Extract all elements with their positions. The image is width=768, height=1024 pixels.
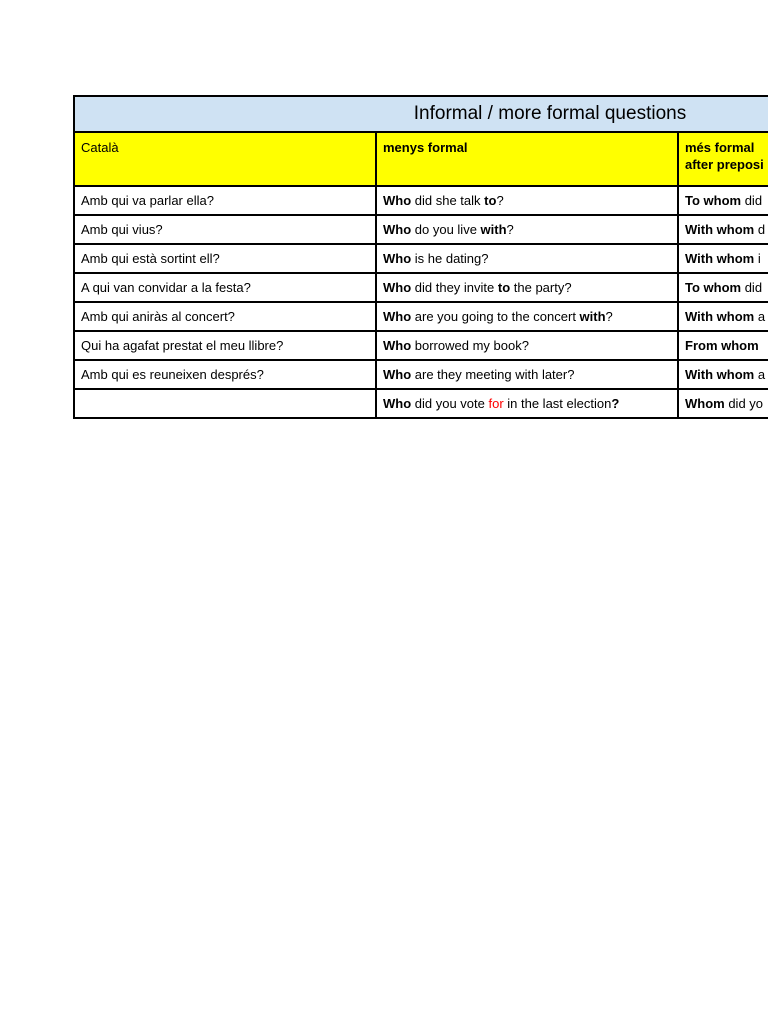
cell-text-segment: a (754, 309, 766, 324)
cell-formal[interactable] (678, 302, 768, 331)
cell-informal[interactable] (376, 215, 678, 244)
cell-catalan[interactable] (74, 389, 376, 418)
cell-text-segment: To whom (685, 193, 742, 208)
cell-text-segment: Who (383, 251, 412, 266)
cell-text-segment: did you vote (411, 396, 489, 411)
cell-informal[interactable] (376, 186, 678, 215)
cell-text-segment: Who (383, 280, 412, 295)
cell-formal[interactable] (678, 244, 768, 273)
cell-informal[interactable] (376, 273, 678, 302)
cell-formal[interactable] (678, 273, 768, 302)
header-informal[interactable]: menys formal (376, 132, 678, 186)
cell-informal[interactable] (376, 302, 678, 331)
table-row (74, 331, 768, 360)
header-formal-line2: after preposi (685, 157, 764, 172)
header-row (74, 132, 768, 186)
cell-text-segment: Who (383, 396, 412, 411)
cell-text-segment: did they invite (411, 280, 498, 295)
cell-text-segment: With whom (685, 367, 755, 382)
cell-text-segment: i (754, 251, 761, 266)
table-row (74, 389, 768, 418)
cell-catalan[interactable]: Amb qui aniràs al concert? (74, 302, 376, 331)
cell-text-segment: did (741, 280, 763, 295)
cell-text-segment: ? (605, 309, 613, 324)
questions-table (73, 95, 768, 419)
cell-catalan[interactable]: Amb qui vius? (74, 215, 376, 244)
cell-text-segment: to (497, 280, 511, 295)
cell-informal[interactable] (376, 331, 678, 360)
cell-text-segment: ? (611, 396, 620, 411)
cell-formal[interactable] (678, 215, 768, 244)
cell-text-segment: From whom (685, 338, 759, 353)
cell-text-segment: With whom (685, 309, 755, 324)
cell-text-segment: With whom (685, 222, 755, 237)
cell-text-segment: With whom (685, 251, 755, 266)
cell-text-segment: Who (383, 338, 412, 353)
cell-text-segment: Who (383, 193, 412, 208)
cell-text-segment: borrowed my book? (411, 338, 529, 353)
cell-text-segment: the party? (510, 280, 572, 295)
cell-text-segment: did yo (724, 396, 764, 411)
table-row (74, 273, 768, 302)
table-row (74, 244, 768, 273)
cell-informal[interactable] (376, 389, 678, 418)
table-title-cell[interactable] (74, 96, 768, 132)
header-catalan[interactable]: Català (74, 132, 376, 186)
cell-catalan[interactable]: Amb qui va parlar ella? (74, 186, 376, 215)
table-title: Informal / more formal questions (413, 103, 687, 124)
cell-text-segment: Who (383, 309, 412, 324)
cell-text-segment: is he dating? (411, 251, 489, 266)
cell-text-segment: with (579, 309, 606, 324)
cell-text-segment: do you live (411, 222, 481, 237)
cell-text-segment: did (741, 193, 763, 208)
cell-formal[interactable] (678, 360, 768, 389)
cell-text-segment: a (754, 367, 766, 382)
cell-text-segment: Who (383, 367, 412, 382)
cell-text-segment: in the last election (503, 396, 612, 411)
cell-text-segment: ? (496, 193, 504, 208)
cell-catalan[interactable]: A qui van convidar a la festa? (74, 273, 376, 302)
cell-formal[interactable] (678, 186, 768, 215)
table-row (74, 302, 768, 331)
table-row (74, 215, 768, 244)
cell-catalan[interactable]: Qui ha agafat prestat el meu llibre? (74, 331, 376, 360)
cell-informal[interactable] (376, 244, 678, 273)
cell-text-segment: did she talk (411, 193, 485, 208)
cell-formal[interactable] (678, 389, 768, 418)
header-formal-line1: més formal (685, 140, 755, 155)
cell-text-segment: ? (506, 222, 514, 237)
cell-text-segment: Who (383, 222, 412, 237)
table-row (74, 186, 768, 215)
cell-text-segment: with (480, 222, 507, 237)
cell-text-segment: d (754, 222, 766, 237)
cell-catalan[interactable]: Amb qui està sortint ell? (74, 244, 376, 273)
cell-text-segment: Whom (685, 396, 725, 411)
cell-formal[interactable] (678, 331, 768, 360)
title-row (74, 96, 768, 132)
cell-text-segment: are they meeting with later? (411, 367, 575, 382)
cell-text-segment: for (488, 396, 504, 411)
table-row (74, 360, 768, 389)
header-formal[interactable] (678, 132, 768, 186)
spreadsheet (73, 95, 768, 419)
cell-text-segment: To whom (685, 280, 742, 295)
cell-text-segment: to (484, 193, 497, 208)
cell-informal[interactable] (376, 360, 678, 389)
cell-text-segment: are you going to the concert (411, 309, 580, 324)
cell-catalan[interactable]: Amb qui es reuneixen després? (74, 360, 376, 389)
